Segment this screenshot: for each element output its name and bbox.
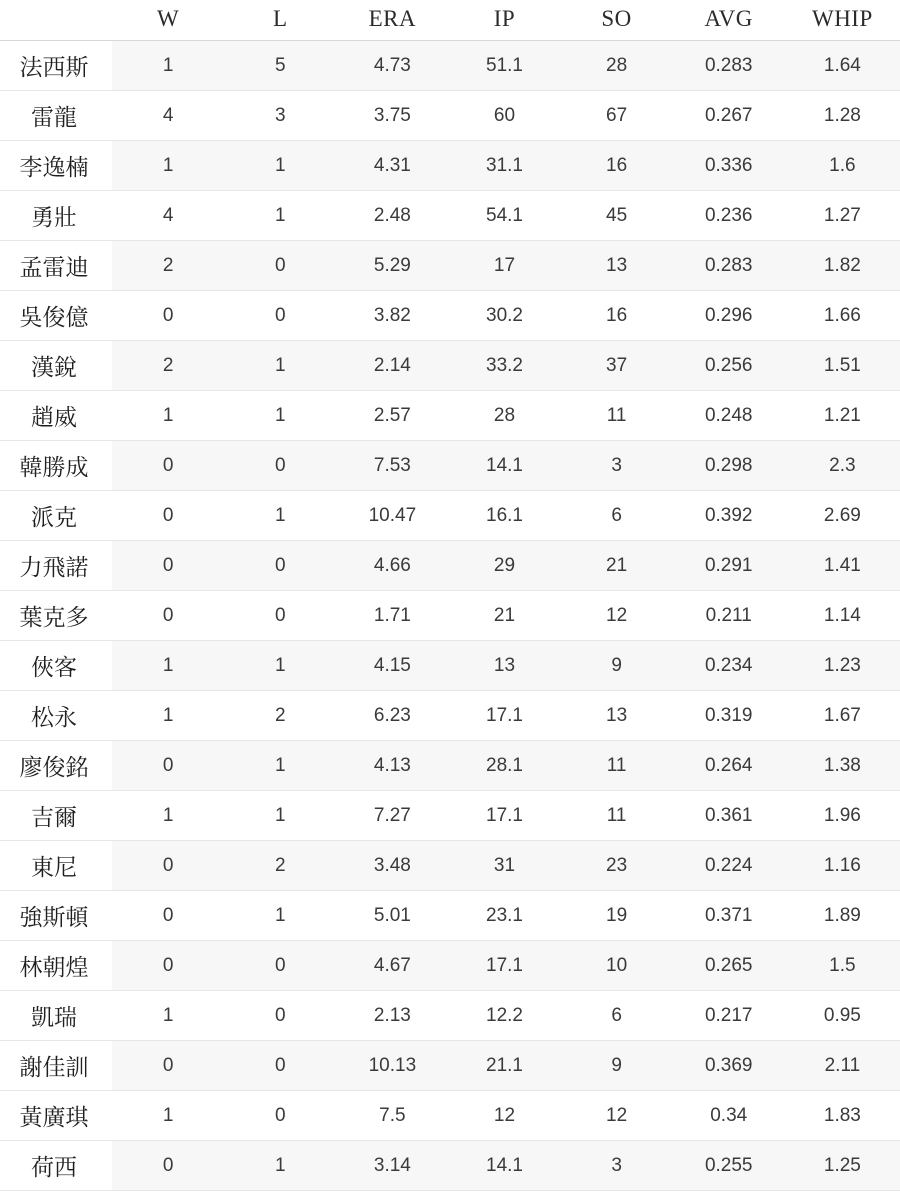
stat-cell-so: 10: [561, 941, 673, 991]
stat-cell-l: 0: [224, 991, 336, 1041]
player-name-cell: 松永: [0, 691, 112, 741]
stat-cell-avg: 0.283: [673, 241, 785, 291]
stat-cell-ip: 16.1: [448, 491, 560, 541]
stat-cell-era: 3.75: [336, 91, 448, 141]
stat-cell-avg: 0.264: [673, 741, 785, 791]
stat-cell-era: 4.31: [336, 141, 448, 191]
stat-cell-l: 1: [224, 891, 336, 941]
stat-cell-whip: 1.66: [785, 291, 900, 341]
stat-cell-w: 4: [112, 191, 224, 241]
stat-cell-whip: 1.41: [785, 541, 900, 591]
column-header-l: L: [224, 0, 336, 41]
stat-cell-era: 3.48: [336, 841, 448, 891]
column-header-avg: AVG: [673, 0, 785, 41]
player-name-cell: 荷西: [0, 1141, 112, 1191]
stat-cell-so: 13: [561, 241, 673, 291]
stat-cell-avg: 0.298: [673, 441, 785, 491]
stat-cell-so: 19: [561, 891, 673, 941]
stat-cell-so: 3: [561, 441, 673, 491]
stat-cell-ip: 21: [448, 591, 560, 641]
stat-cell-w: 1: [112, 991, 224, 1041]
table-row: [0, 241, 900, 291]
stat-cell-so: 67: [561, 91, 673, 141]
stat-cell-l: 1: [224, 141, 336, 191]
stat-cell-whip: 1.28: [785, 91, 900, 141]
stat-cell-era: 4.15: [336, 641, 448, 691]
stat-cell-ip: 17: [448, 241, 560, 291]
player-name-cell: 勇壯: [0, 191, 112, 241]
stat-cell-l: 0: [224, 591, 336, 641]
player-name-cell: 漢銳: [0, 341, 112, 391]
table-row: [0, 741, 900, 791]
stat-cell-era: 1.71: [336, 591, 448, 641]
stat-cell-ip: 60: [448, 91, 560, 141]
stat-cell-avg: 0.319: [673, 691, 785, 741]
stat-cell-l: 1: [224, 641, 336, 691]
stat-cell-ip: 33.2: [448, 341, 560, 391]
stat-cell-whip: 1.64: [785, 41, 900, 91]
stat-cell-avg: 0.265: [673, 941, 785, 991]
stat-cell-w: 0: [112, 1141, 224, 1191]
stat-cell-w: 0: [112, 441, 224, 491]
stat-cell-so: 11: [561, 391, 673, 441]
player-name-cell: 孟雷迪: [0, 241, 112, 291]
table-row: [0, 1091, 900, 1141]
table-row: [0, 541, 900, 591]
stat-cell-era: 10.13: [336, 1041, 448, 1091]
stat-cell-avg: 0.336: [673, 141, 785, 191]
stat-cell-ip: 13: [448, 641, 560, 691]
stat-cell-so: 9: [561, 1041, 673, 1091]
stat-cell-whip: 2.11: [785, 1041, 900, 1091]
stat-cell-whip: 1.16: [785, 841, 900, 891]
stat-cell-w: 0: [112, 841, 224, 891]
stat-cell-so: 11: [561, 791, 673, 841]
stat-cell-l: 0: [224, 941, 336, 991]
stat-cell-avg: 0.291: [673, 541, 785, 591]
table-row: [0, 441, 900, 491]
stat-cell-l: 3: [224, 91, 336, 141]
player-name-cell: 雷龍: [0, 91, 112, 141]
stat-cell-w: 0: [112, 741, 224, 791]
player-name-cell: 葉克多: [0, 591, 112, 641]
table-row: [0, 191, 900, 241]
stat-cell-w: 0: [112, 941, 224, 991]
stat-cell-whip: 1.21: [785, 391, 900, 441]
stat-cell-ip: 29: [448, 541, 560, 591]
stat-cell-l: 0: [224, 441, 336, 491]
stat-cell-l: 0: [224, 241, 336, 291]
column-header-w: W: [112, 0, 224, 41]
stat-cell-era: 7.5: [336, 1091, 448, 1141]
table-row: [0, 391, 900, 441]
player-name-cell: 東尼: [0, 841, 112, 891]
stat-cell-so: 9: [561, 641, 673, 691]
stat-cell-so: 11: [561, 741, 673, 791]
stat-cell-so: 28: [561, 41, 673, 91]
stat-cell-ip: 21.1: [448, 1041, 560, 1091]
player-name-cell: 俠客: [0, 641, 112, 691]
stat-cell-w: 1: [112, 141, 224, 191]
stat-cell-era: 4.13: [336, 741, 448, 791]
table-row: [0, 341, 900, 391]
table-row: [0, 791, 900, 841]
stat-cell-w: 2: [112, 341, 224, 391]
table-header-row: [0, 0, 900, 41]
stat-cell-w: 1: [112, 691, 224, 741]
stat-cell-era: 2.48: [336, 191, 448, 241]
stat-cell-ip: 30.2: [448, 291, 560, 341]
stat-cell-whip: 1.25: [785, 1141, 900, 1191]
stat-cell-so: 3: [561, 1141, 673, 1191]
stat-cell-avg: 0.224: [673, 841, 785, 891]
table-row: [0, 291, 900, 341]
player-name-cell: 法西斯: [0, 41, 112, 91]
stat-cell-w: 0: [112, 591, 224, 641]
player-name-cell: 林朝煌: [0, 941, 112, 991]
stat-cell-whip: 2.69: [785, 491, 900, 541]
player-name-cell: 強斯頓: [0, 891, 112, 941]
stat-cell-w: 0: [112, 291, 224, 341]
stat-cell-ip: 28.1: [448, 741, 560, 791]
stat-cell-l: 5: [224, 41, 336, 91]
stat-cell-whip: 1.6: [785, 141, 900, 191]
stat-cell-era: 4.73: [336, 41, 448, 91]
stat-cell-whip: 1.27: [785, 191, 900, 241]
stat-cell-l: 0: [224, 1091, 336, 1141]
table-header: [0, 0, 900, 41]
stat-cell-so: 6: [561, 491, 673, 541]
player-name-cell: 韓勝成: [0, 441, 112, 491]
stat-cell-era: 10.47: [336, 491, 448, 541]
stat-cell-whip: 1.14: [785, 591, 900, 641]
stat-cell-era: 7.53: [336, 441, 448, 491]
stat-cell-whip: 1.38: [785, 741, 900, 791]
column-header-era: ERA: [336, 0, 448, 41]
table-row: [0, 141, 900, 191]
player-name-cell: 黃廣琪: [0, 1091, 112, 1141]
stat-cell-whip: 1.89: [785, 891, 900, 941]
stat-cell-era: 2.13: [336, 991, 448, 1041]
player-name-cell: 吳俊億: [0, 291, 112, 341]
stat-cell-l: 1: [224, 341, 336, 391]
stat-cell-so: 45: [561, 191, 673, 241]
stat-cell-w: 4: [112, 91, 224, 141]
stat-cell-era: 4.67: [336, 941, 448, 991]
stat-cell-so: 16: [561, 141, 673, 191]
stat-cell-era: 2.57: [336, 391, 448, 441]
stat-cell-era: 3.82: [336, 291, 448, 341]
stat-cell-so: 21: [561, 541, 673, 591]
player-name-cell: 謝佳訓: [0, 1041, 112, 1091]
table-row: [0, 41, 900, 91]
player-name-cell: 廖俊銘: [0, 741, 112, 791]
table-row: [0, 1041, 900, 1091]
stat-cell-so: 12: [561, 591, 673, 641]
stat-cell-ip: 31.1: [448, 141, 560, 191]
stat-cell-l: 1: [224, 741, 336, 791]
table-row: [0, 991, 900, 1041]
stat-cell-so: 12: [561, 1091, 673, 1141]
stat-cell-l: 2: [224, 841, 336, 891]
stat-cell-w: 1: [112, 641, 224, 691]
stat-cell-so: 13: [561, 691, 673, 741]
stat-cell-era: 3.14: [336, 1141, 448, 1191]
table-row: [0, 591, 900, 641]
stat-cell-avg: 0.296: [673, 291, 785, 341]
stat-cell-so: 16: [561, 291, 673, 341]
stat-cell-avg: 0.256: [673, 341, 785, 391]
table-row: [0, 491, 900, 541]
stat-cell-era: 2.14: [336, 341, 448, 391]
stat-cell-whip: 1.96: [785, 791, 900, 841]
stat-cell-whip: 1.83: [785, 1091, 900, 1141]
stat-cell-w: 1: [112, 391, 224, 441]
stat-cell-w: 0: [112, 491, 224, 541]
player-name-cell: 派克: [0, 491, 112, 541]
stat-cell-avg: 0.255: [673, 1141, 785, 1191]
stat-cell-ip: 14.1: [448, 441, 560, 491]
stat-cell-l: 1: [224, 1141, 336, 1191]
stat-cell-w: 0: [112, 891, 224, 941]
player-name-cell: 吉爾: [0, 791, 112, 841]
table-row: [0, 691, 900, 741]
stat-cell-avg: 0.361: [673, 791, 785, 841]
stat-cell-whip: 0.95: [785, 991, 900, 1041]
stat-cell-so: 37: [561, 341, 673, 391]
stat-cell-era: 5.29: [336, 241, 448, 291]
stat-cell-l: 1: [224, 491, 336, 541]
stat-cell-ip: 14.1: [448, 1141, 560, 1191]
stat-cell-w: 1: [112, 1091, 224, 1141]
stat-cell-avg: 0.248: [673, 391, 785, 441]
stat-cell-whip: 1.67: [785, 691, 900, 741]
stat-cell-avg: 0.369: [673, 1041, 785, 1091]
stat-cell-ip: 54.1: [448, 191, 560, 241]
column-header-ip: IP: [448, 0, 560, 41]
stat-cell-w: 1: [112, 791, 224, 841]
stat-cell-so: 6: [561, 991, 673, 1041]
stat-cell-whip: 1.23: [785, 641, 900, 691]
stat-cell-avg: 0.211: [673, 591, 785, 641]
stat-cell-avg: 0.34: [673, 1091, 785, 1141]
stat-cell-ip: 17.1: [448, 691, 560, 741]
stat-cell-avg: 0.392: [673, 491, 785, 541]
column-header-so: SO: [561, 0, 673, 41]
stat-cell-ip: 17.1: [448, 941, 560, 991]
stat-cell-w: 2: [112, 241, 224, 291]
stat-cell-era: 6.23: [336, 691, 448, 741]
stat-cell-whip: 1.82: [785, 241, 900, 291]
stat-cell-ip: 17.1: [448, 791, 560, 841]
column-header-whip: WHIP: [785, 0, 900, 41]
player-name-cell: 凱瑞: [0, 991, 112, 1041]
table-row: [0, 91, 900, 141]
stat-cell-ip: 31: [448, 841, 560, 891]
stat-cell-l: 0: [224, 541, 336, 591]
stat-cell-l: 1: [224, 791, 336, 841]
stat-cell-avg: 0.267: [673, 91, 785, 141]
stat-cell-era: 4.66: [336, 541, 448, 591]
stat-cell-avg: 0.234: [673, 641, 785, 691]
stat-cell-ip: 23.1: [448, 891, 560, 941]
stat-cell-l: 0: [224, 1041, 336, 1091]
stat-cell-ip: 12: [448, 1091, 560, 1141]
stat-cell-l: 0: [224, 291, 336, 341]
stat-cell-w: 0: [112, 1041, 224, 1091]
stat-cell-avg: 0.371: [673, 891, 785, 941]
column-header-player: [0, 0, 112, 41]
stat-cell-ip: 51.1: [448, 41, 560, 91]
table-row: [0, 841, 900, 891]
player-name-cell: 李逸楠: [0, 141, 112, 191]
table-body: [0, 41, 900, 1191]
stat-cell-l: 1: [224, 391, 336, 441]
stat-cell-w: 0: [112, 541, 224, 591]
stat-cell-ip: 28: [448, 391, 560, 441]
stat-cell-so: 23: [561, 841, 673, 891]
stat-cell-whip: 1.5: [785, 941, 900, 991]
stat-cell-era: 7.27: [336, 791, 448, 841]
table-row: [0, 941, 900, 991]
table-row: [0, 1141, 900, 1191]
player-name-cell: 趙威: [0, 391, 112, 441]
table-row: [0, 641, 900, 691]
player-name-cell: 力飛諾: [0, 541, 112, 591]
stat-cell-ip: 12.2: [448, 991, 560, 1041]
stat-cell-avg: 0.283: [673, 41, 785, 91]
stat-cell-w: 1: [112, 41, 224, 91]
stat-cell-avg: 0.217: [673, 991, 785, 1041]
stat-cell-l: 1: [224, 191, 336, 241]
stat-cell-whip: 1.51: [785, 341, 900, 391]
table-row: [0, 891, 900, 941]
stat-cell-avg: 0.236: [673, 191, 785, 241]
stat-cell-l: 2: [224, 691, 336, 741]
stat-cell-whip: 2.3: [785, 441, 900, 491]
stat-cell-era: 5.01: [336, 891, 448, 941]
